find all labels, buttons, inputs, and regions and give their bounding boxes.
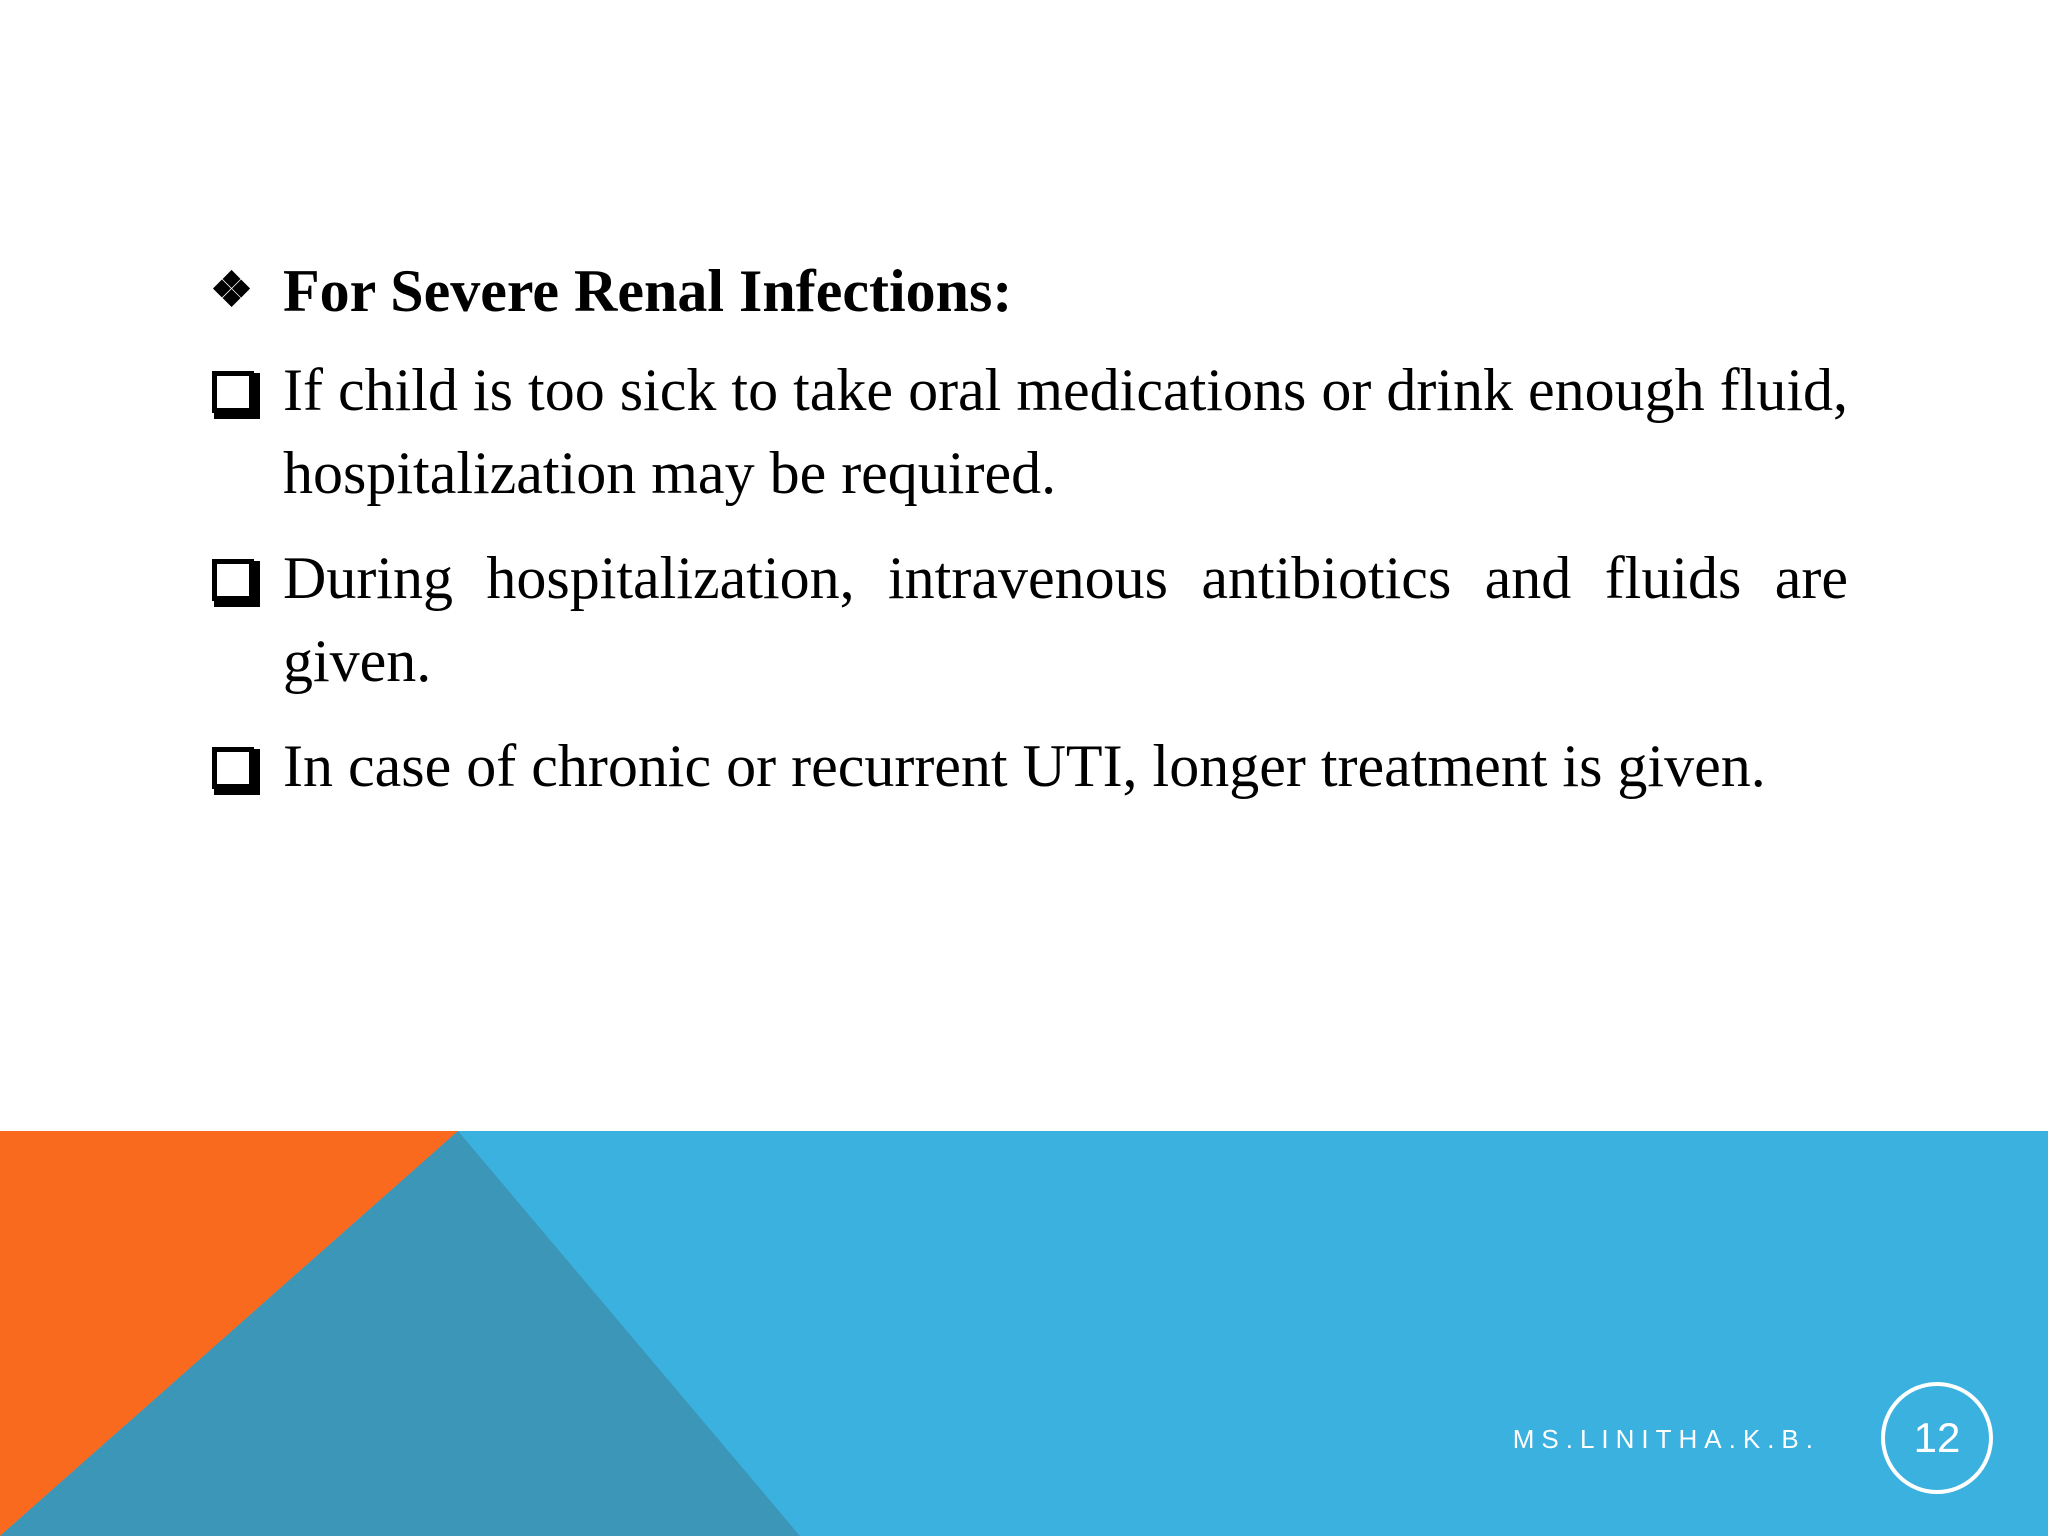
page-number-badge [1881, 1382, 1993, 1494]
footer-band [0, 1131, 2048, 1536]
section-heading-text: For Severe Renal Infections: [283, 258, 1013, 324]
checkbox-bullet-icon [210, 725, 283, 808]
list-item-text: If child is too sick to take oral medications or drink enough fluid, hospitalization may be required. [283, 357, 1848, 506]
author-label: MS.LINITHA.K.B. [1512, 1424, 1820, 1454]
section-heading [210, 255, 1848, 327]
slide-content [210, 255, 1848, 830]
list-item [210, 349, 1848, 515]
diamond-bullet-icon: ❖ [210, 264, 254, 317]
list-item [210, 725, 1848, 808]
checkbox-bullet-icon [210, 537, 283, 620]
page-number: 12 [1913, 1414, 1961, 1461]
list-item-text: During hospitalization, intravenous antibiotics and fluids are given. [283, 545, 1848, 694]
list-item [210, 537, 1848, 703]
list-item-text: In case of chronic or recurrent UTI, longer treatment is given. [283, 733, 1766, 799]
checkbox-bullet-icon [210, 349, 283, 432]
